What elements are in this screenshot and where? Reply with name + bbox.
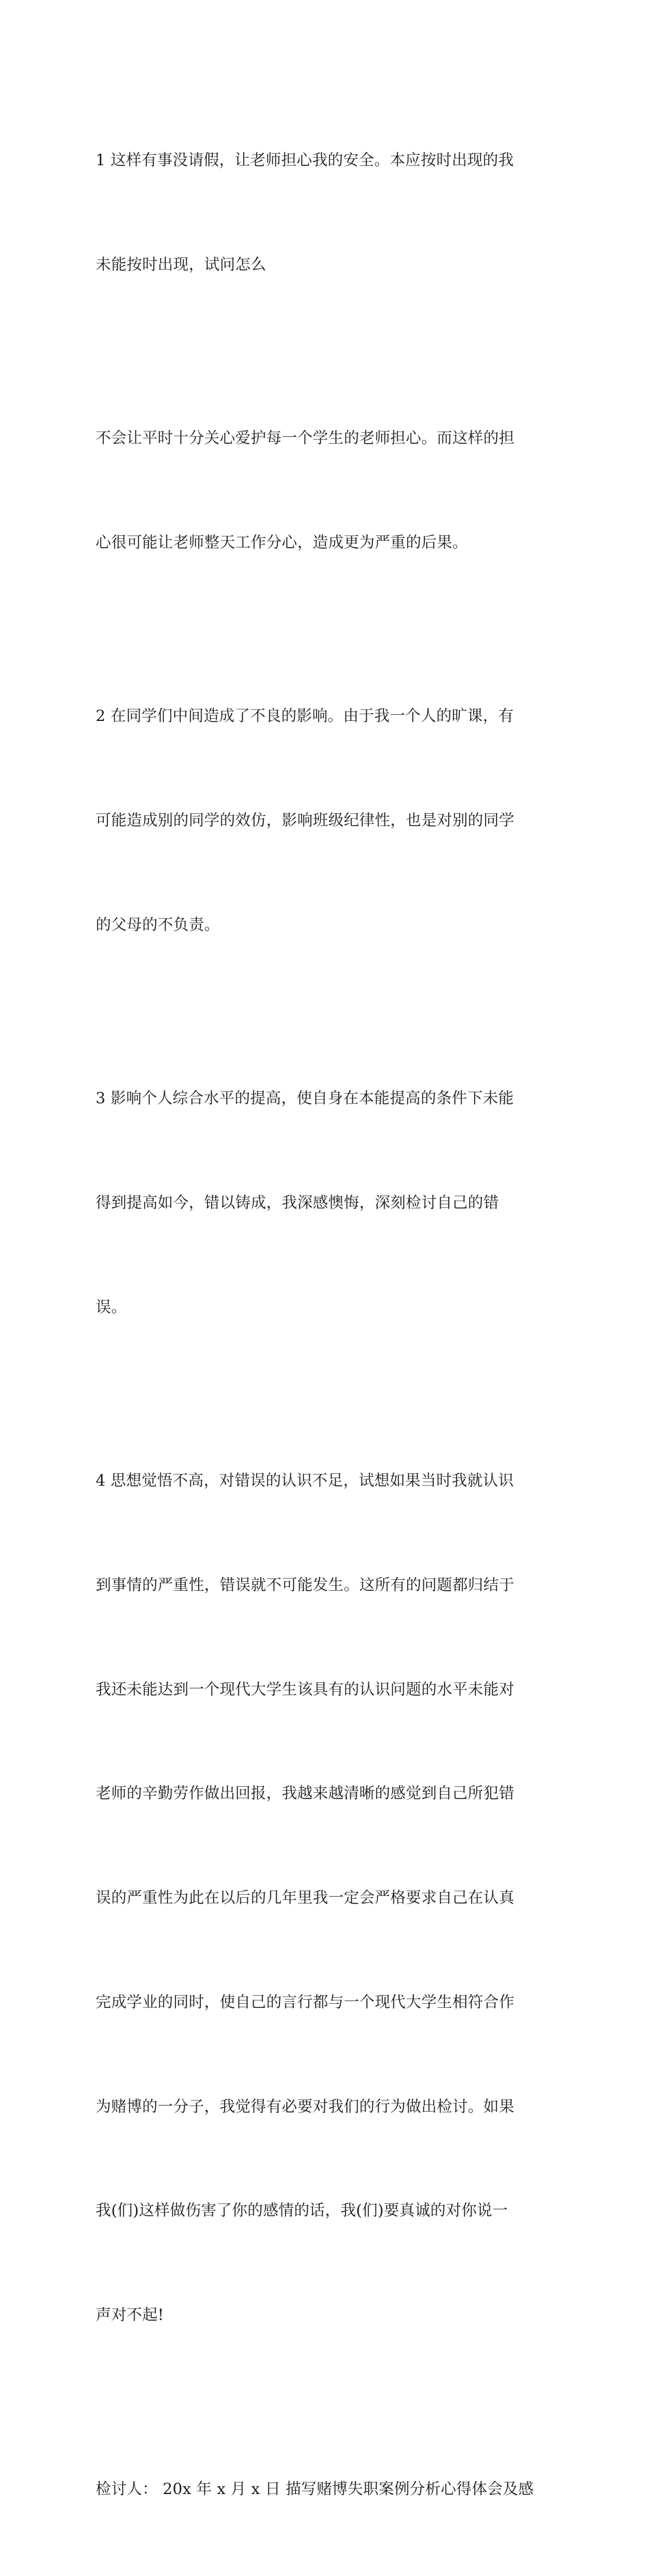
paragraph-2 <box>96 352 560 629</box>
text-line: 老师的辛勤劳作做出回报，我越来越清晰的感觉到自己所犯错 <box>96 1785 514 1803</box>
text-line: 声对不起! <box>96 2306 165 2324</box>
text-line: 不会让平时十分关心爱护每一个学生的老师担心。而这样的担 <box>96 429 514 448</box>
text-line: 得到提高如今，错以铸成，我深感懊悔，深刻检讨自己的错 <box>96 1194 499 1212</box>
paragraph-3 <box>96 630 560 1013</box>
text-line: 的父母的不负责。 <box>96 916 220 934</box>
text-line: 检讨人： 20x 年 x 月 x 日 描写赌博失职案例分析心得体会及感 <box>96 2480 534 2498</box>
text-line: 3 影响个人综合水平的提高，使自身在本能提高的条件下未能 <box>96 1090 514 1108</box>
text-line: 我还未能达到一个现代大学生该具有的认识问题的水平未能对 <box>96 1680 514 1699</box>
text-line: 心很可能让老师整天工作分心，造成更为严重的后果。 <box>96 533 468 552</box>
text-line: 为赌博的一分子，我觉得有必要对我们的行为做出检讨。如果 <box>96 2097 514 2116</box>
text-line: 2 在同学们中间造成了不良的影响。由于我一个人的旷课，有 <box>96 707 514 726</box>
text-line: 误的严重性为此在以后的几年里我一定会严格要求自己在认真 <box>96 1889 514 1908</box>
text-line: 1 这样有事没请假，让老师担心我的安全。本应按时出现的我 <box>96 151 514 169</box>
text-line: 我(们)这样做伤害了你的感情的话，我(们)要真诚的对你说一 <box>96 2202 508 2220</box>
text-line: 完成学业的同时，使自己的言行都与一个现代大学生相符合作 <box>96 1993 514 2011</box>
paragraph-1 <box>96 74 560 352</box>
document-body <box>96 74 560 2576</box>
text-line: 可能造成别的同学的效仿，影响班级纪律性，也是对别的同学 <box>96 812 514 830</box>
paragraph-4 <box>96 1012 560 1394</box>
text-line: 到事情的严重性，错误就不可能发生。这所有的问题都归结于 <box>96 1576 514 1594</box>
signature-line <box>96 2403 560 2576</box>
text-line: 未能按时出现，试问怎么 <box>96 255 266 274</box>
text-line: 误。 <box>96 1298 127 1316</box>
text-line: 4 思想觉悟不高，对错误的认识不足，试想如果当时我就认识 <box>96 1472 514 1490</box>
paragraph-5 <box>96 1394 560 2402</box>
